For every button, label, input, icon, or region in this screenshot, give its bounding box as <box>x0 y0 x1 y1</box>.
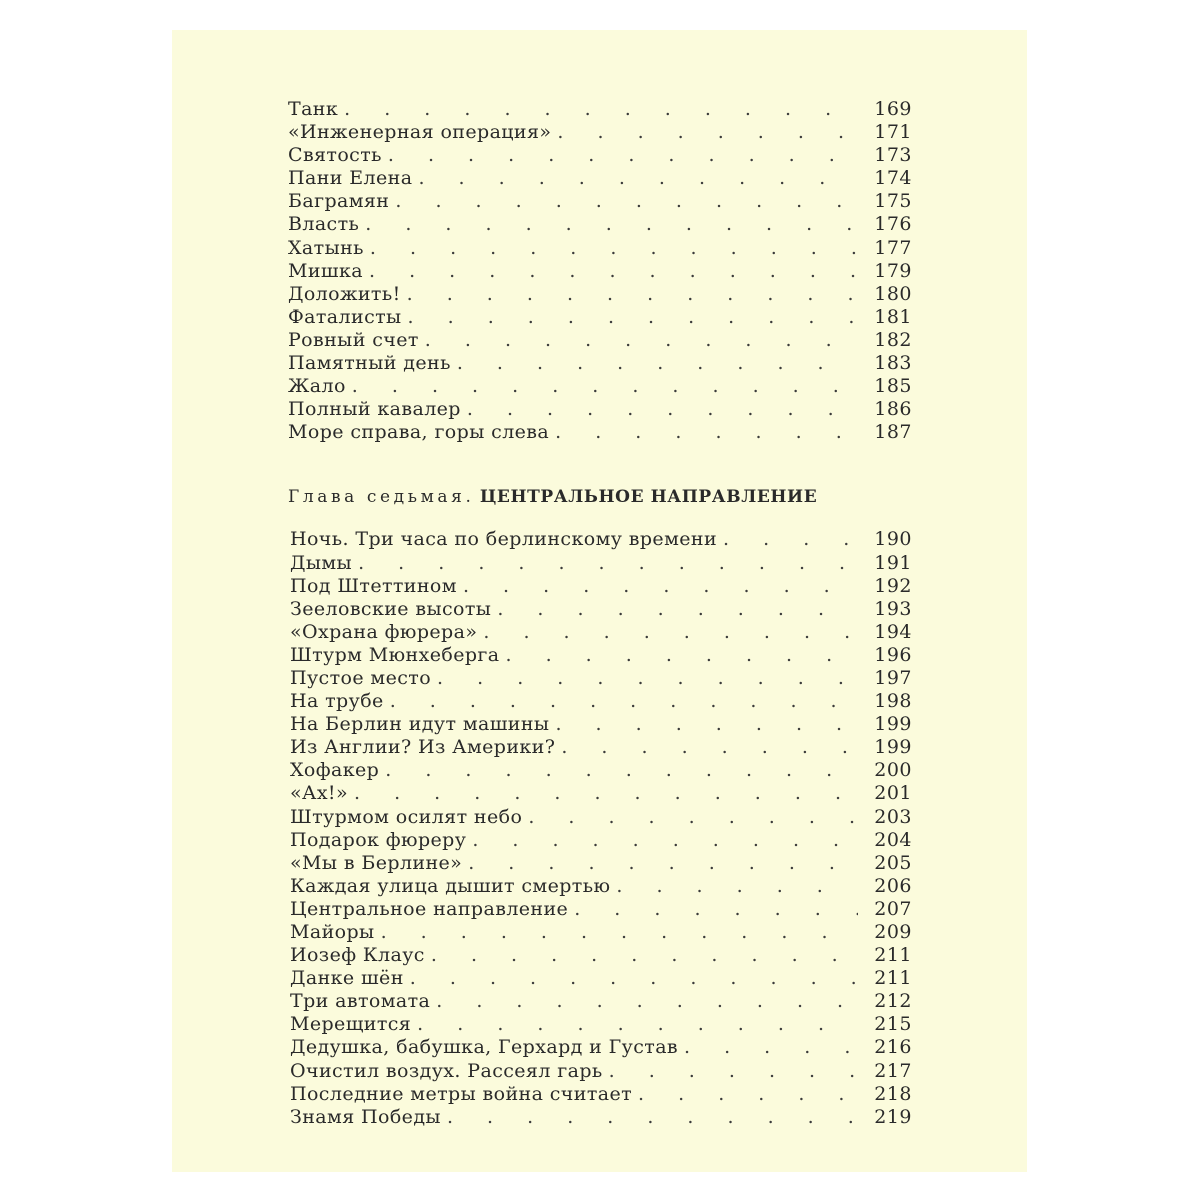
toc-entry <box>290 967 912 990</box>
entry-title: Пустое место <box>290 666 432 689</box>
leader-dots <box>436 990 858 1013</box>
leader-dots <box>395 190 858 213</box>
leader-dots <box>388 144 858 167</box>
entry-title: Хофакер <box>290 759 380 782</box>
entry-title: Последние метры война считает <box>290 1082 633 1105</box>
entry-title: Дедушка, бабушка, Герхард и Густав <box>290 1036 679 1059</box>
leader-dots <box>381 921 858 944</box>
entry-title: Иозеф Клаус <box>290 944 425 967</box>
entry-page-number: 196 <box>874 643 912 666</box>
entry-page-number: 197 <box>874 666 912 689</box>
entry-title: Штурм Мюнхеберга <box>290 643 500 666</box>
entry-title: Фаталисты <box>288 305 402 328</box>
toc-section-one <box>288 98 912 444</box>
leader-dots <box>417 1013 858 1036</box>
entry-page-number: 192 <box>874 574 912 597</box>
leader-dots <box>574 898 858 921</box>
leader-dots <box>616 875 858 898</box>
toc-entry <box>290 898 912 921</box>
toc-entry <box>288 167 912 190</box>
entry-page-number: 204 <box>874 828 912 851</box>
entry-page-number: 190 <box>874 528 912 551</box>
entry-page-number: 203 <box>874 805 912 828</box>
entry-title: Танк <box>288 98 339 120</box>
toc-entry <box>288 190 912 213</box>
entry-page-number: 183 <box>874 352 912 375</box>
leader-dots <box>447 1106 858 1129</box>
entry-title: Дымы <box>290 551 353 574</box>
toc-entry <box>290 1060 912 1083</box>
toc-entry <box>290 621 912 644</box>
entry-page-number: 200 <box>874 759 912 782</box>
entry-title: Памятный день <box>288 352 451 375</box>
leader-dots <box>555 713 858 736</box>
table-of-contents <box>288 98 912 1129</box>
leader-dots <box>344 98 858 121</box>
leader-dots <box>684 1036 858 1059</box>
entry-page-number: 215 <box>874 1013 912 1036</box>
leader-dots <box>352 375 858 398</box>
leader-dots <box>354 782 858 805</box>
entry-title: Пани Елена <box>288 167 413 190</box>
leader-dots <box>369 260 858 283</box>
entry-title: Святость <box>288 144 382 167</box>
entry-title: Полный кавалер <box>288 398 461 421</box>
toc-entry <box>288 329 912 352</box>
entry-title: Данке шён <box>290 967 404 990</box>
entry-page-number: 211 <box>874 944 912 967</box>
leader-dots <box>467 398 858 421</box>
entry-title: Доложить! <box>288 282 401 305</box>
leader-dots <box>561 736 858 759</box>
entry-page-number: 199 <box>874 713 912 736</box>
entry-title: Жало <box>288 375 346 398</box>
entry-title: «Охрана фюрера» <box>290 620 478 643</box>
entry-title: Штурмом осилят небо <box>290 805 523 828</box>
entry-page-number: 185 <box>874 375 912 398</box>
entry-page-number: 181 <box>874 305 912 328</box>
entry-page-number: 177 <box>874 236 912 259</box>
leader-dots <box>528 806 858 829</box>
entry-title: «Инженерная операция» <box>288 121 552 144</box>
entry-title: Мерещится <box>290 1013 412 1036</box>
entry-title: Майоры <box>290 921 375 943</box>
toc-entry <box>290 736 912 759</box>
toc-entry <box>290 944 912 967</box>
entry-page-number: 169 <box>874 98 912 120</box>
toc-entry <box>290 782 912 805</box>
entry-page-number: 209 <box>874 921 912 943</box>
toc-entry <box>290 644 912 667</box>
chapter-title: ЦЕНТРАЛЬНОЕ НАПРАВЛЕНИЕ <box>479 487 818 508</box>
toc-entry <box>288 213 912 236</box>
entry-title: Море справа, горы слева <box>288 421 550 444</box>
toc-entry <box>288 352 912 375</box>
toc-entry <box>290 1036 912 1059</box>
toc-entry <box>288 237 912 260</box>
toc-entry <box>288 260 912 283</box>
entry-title: Ночь. Три часа по берлинскому времени <box>290 528 718 551</box>
entry-page-number: 173 <box>874 144 912 167</box>
toc-entry <box>290 829 912 852</box>
entry-title: На Берлин идут машины <box>290 713 550 736</box>
entry-page-number: 219 <box>874 1105 912 1128</box>
leader-dots <box>370 237 858 260</box>
toc-entry <box>290 875 912 898</box>
entry-title: Центральное направление <box>290 897 569 920</box>
leader-dots <box>390 690 858 713</box>
toc-entry <box>290 713 912 736</box>
toc-entry <box>290 690 912 713</box>
entry-title: Зееловские высоты <box>290 597 492 620</box>
entry-page-number: 217 <box>874 1059 912 1082</box>
entry-page-number: 187 <box>874 421 912 444</box>
entry-title: Три автомата <box>290 990 431 1013</box>
leader-dots <box>407 283 858 306</box>
entry-page-number: 179 <box>874 259 912 282</box>
entry-title: Хатынь <box>288 236 364 259</box>
book-page <box>172 30 1027 1172</box>
leader-dots <box>483 621 858 644</box>
entry-title: Мишка <box>288 259 363 282</box>
entry-title: Знамя Победы <box>290 1105 441 1128</box>
leader-dots <box>463 575 858 598</box>
leader-dots <box>358 552 858 575</box>
chapter-label: Глава седьмая. <box>288 487 475 508</box>
entry-page-number: 174 <box>874 167 912 190</box>
entry-title: «Ах!» <box>290 782 348 805</box>
entry-page-number: 207 <box>874 897 912 920</box>
entry-page-number: 206 <box>874 874 912 897</box>
toc-entry <box>290 852 912 875</box>
entry-title: На трубе <box>290 690 384 713</box>
entry-page-number: 175 <box>874 190 912 213</box>
toc-entry <box>288 421 912 444</box>
entry-title: Из Англии? Из Америки? <box>290 736 556 759</box>
leader-dots <box>431 944 858 967</box>
entry-page-number: 186 <box>874 398 912 421</box>
toc-entry <box>290 552 912 575</box>
leader-dots <box>638 1083 858 1106</box>
toc-entry <box>288 121 912 144</box>
toc-entry <box>288 283 912 306</box>
entry-page-number: 176 <box>874 213 912 236</box>
leader-dots <box>457 352 858 375</box>
entry-page-number: 194 <box>874 620 912 643</box>
entry-page-number: 191 <box>874 551 912 574</box>
entry-page-number: 201 <box>874 782 912 805</box>
toc-entry <box>288 98 912 121</box>
leader-dots <box>557 121 858 144</box>
entry-page-number: 199 <box>874 736 912 759</box>
toc-section-two <box>290 528 912 1128</box>
toc-entry <box>288 306 912 329</box>
toc-entry <box>290 1106 912 1129</box>
toc-entry <box>288 144 912 167</box>
toc-entry <box>288 375 912 398</box>
entry-title: Баграмян <box>288 190 390 213</box>
toc-entry <box>288 398 912 421</box>
toc-entry <box>290 1013 912 1036</box>
leader-dots <box>418 167 858 190</box>
entry-title: Ровный счет <box>288 328 419 351</box>
toc-entry <box>290 528 912 551</box>
toc-entry <box>290 990 912 1013</box>
entry-title: Подарок фюреру <box>290 828 467 851</box>
entry-title: Власть <box>288 213 360 236</box>
entry-page-number: 211 <box>874 967 912 990</box>
entry-title: Каждая улица дышит смертью <box>290 874 611 897</box>
entry-title: Под Штеттином <box>290 574 457 597</box>
entry-page-number: 180 <box>874 282 912 305</box>
entry-title: «Мы в Берлине» <box>290 851 463 874</box>
toc-entry <box>290 575 912 598</box>
chapter-heading <box>288 484 912 510</box>
entry-page-number: 205 <box>874 851 912 874</box>
entry-page-number: 171 <box>874 121 912 144</box>
leader-dots <box>468 852 858 875</box>
entry-page-number: 193 <box>874 597 912 620</box>
leader-dots <box>555 421 858 444</box>
leader-dots <box>723 528 858 551</box>
toc-entry <box>290 921 912 944</box>
entry-page-number: 212 <box>874 990 912 1013</box>
leader-dots <box>425 329 858 352</box>
leader-dots <box>506 644 859 667</box>
toc-entry <box>290 598 912 621</box>
leader-dots <box>497 598 858 621</box>
leader-dots <box>365 213 858 236</box>
leader-dots <box>472 829 858 852</box>
toc-entry <box>290 1083 912 1106</box>
entry-page-number: 218 <box>874 1082 912 1105</box>
entry-page-number: 198 <box>874 690 912 713</box>
leader-dots <box>385 759 858 782</box>
leader-dots <box>437 667 858 690</box>
toc-entry <box>290 667 912 690</box>
toc-entry <box>290 806 912 829</box>
leader-dots <box>609 1060 858 1083</box>
entry-title: Очистил воздух. Рассеял гарь <box>290 1059 603 1082</box>
leader-dots <box>408 306 858 329</box>
entry-page-number: 182 <box>874 328 912 351</box>
leader-dots <box>410 967 858 990</box>
toc-entry <box>290 759 912 782</box>
entry-page-number: 216 <box>874 1036 912 1059</box>
